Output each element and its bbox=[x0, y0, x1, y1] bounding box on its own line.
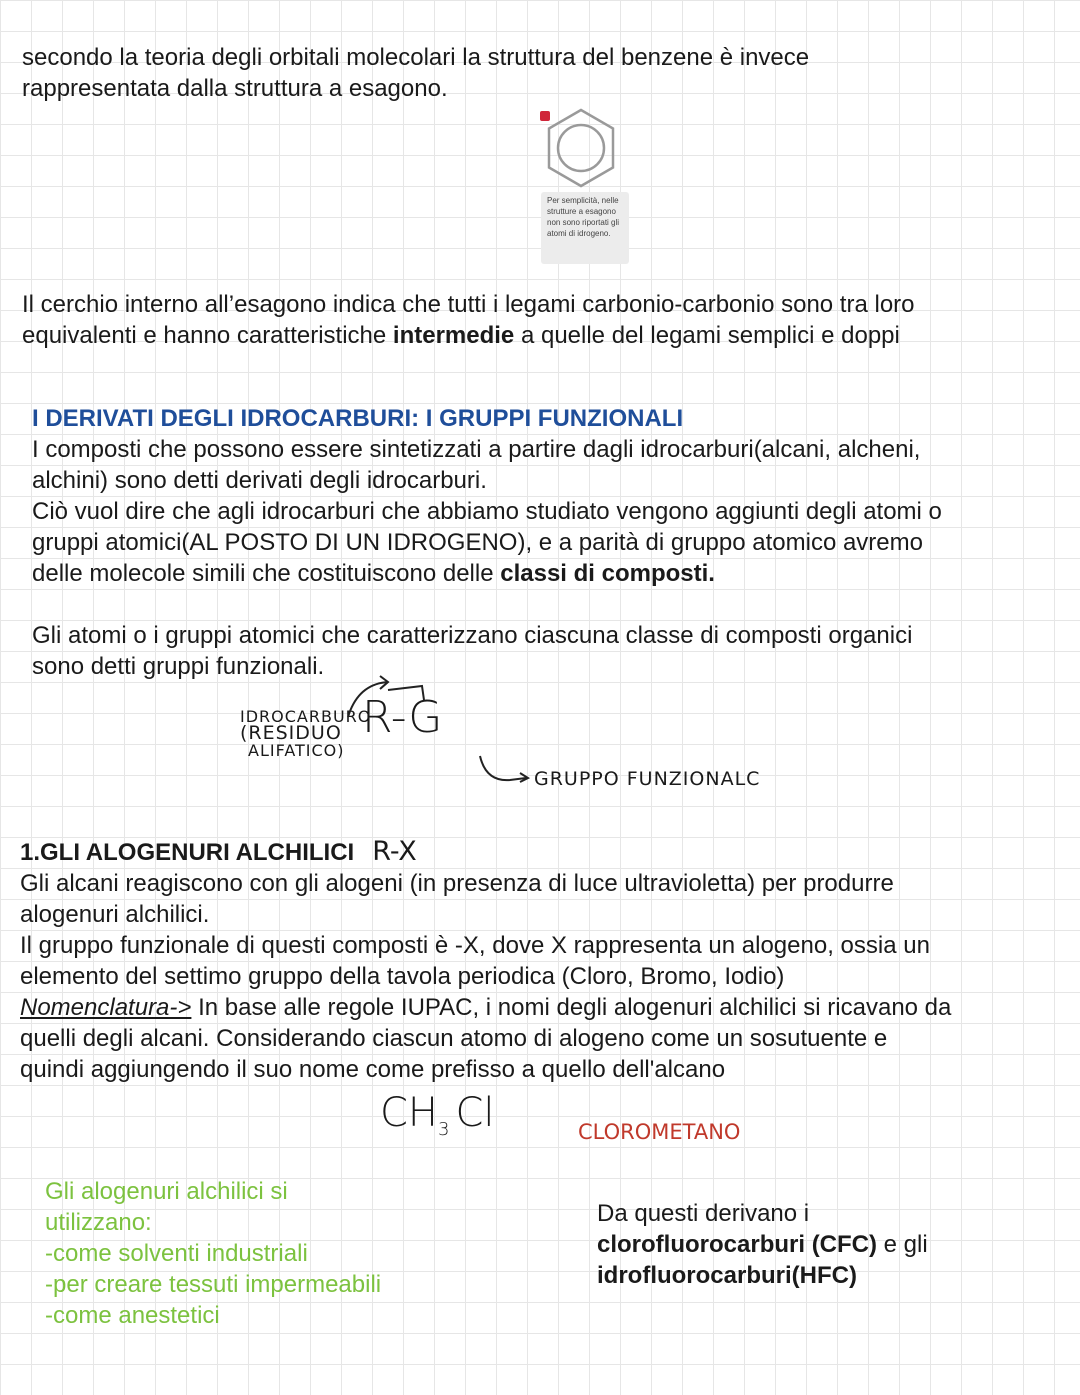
handwritten-arrows-icon bbox=[340, 672, 540, 792]
alogenuri-line-3: Il gruppo funzionale di questi composti è -X, dove X rappresenta un alogeno, ossia un bbox=[20, 932, 930, 959]
uses-line-4: -per creare tessuti impermeabili bbox=[45, 1271, 382, 1298]
derivati-line-5 bbox=[32, 558, 1072, 589]
alogenuri-heading: 1.GLI ALOGENURI ALCHILICI bbox=[20, 839, 355, 866]
example-name: CLOROMETANO bbox=[578, 1120, 741, 1144]
alogenuri-heading-row bbox=[20, 836, 1070, 868]
intro-line-1: secondo la teoria degli orbitali molecolari la struttura del benzene è invece bbox=[22, 44, 810, 71]
intro-line-2: rappresentata dalla struttura a esagono. bbox=[22, 75, 448, 102]
derivati-heading: I DERIVATI DEGLI IDROCARBURI: I GRUPPI FUNZIONALI bbox=[32, 405, 684, 432]
alogenuri-line-5-rest: In base alle regole IUPAC, i nomi degli alogenuri alchilici si ricavano da bbox=[191, 994, 952, 1021]
hfc-label: idrofluorocarburi(HFC) bbox=[597, 1262, 857, 1289]
derivati-line-3: Ciò vuol dire che agli idrocarburi che abbiamo studiato vengono aggiunti degli atomi o bbox=[32, 498, 942, 525]
example-formula bbox=[380, 1090, 495, 1140]
circle-paragraph bbox=[22, 289, 1062, 351]
idrocarburo-label-2: (RESIDUO bbox=[240, 722, 342, 744]
alogenuri-line-6: quelli degli alcani. Considerando ciascun atomo di alogeno come un sosutuente e bbox=[20, 1025, 888, 1052]
derived-line-1: Da questi derivano i bbox=[597, 1200, 810, 1227]
circle-line-2-start: equivalenti e hanno caratteristiche bbox=[22, 322, 393, 349]
derived-line-2 bbox=[597, 1229, 1057, 1260]
derived-paragraph bbox=[597, 1198, 1057, 1291]
circle-line-1: Il cerchio interno all’esagono indica che tutti i legami carbonio-carbonio sono tra loro bbox=[22, 291, 915, 318]
alogenuri-line-5 bbox=[20, 992, 1070, 1023]
example-formula-cl: Cl bbox=[455, 1090, 495, 1136]
derived-line-2-rest: e gli bbox=[877, 1231, 928, 1258]
formula-rg: R-G bbox=[362, 692, 443, 743]
uses-line-1: Gli alogenuri alchilici si bbox=[45, 1178, 288, 1205]
uses-line-3: -come solventi industriali bbox=[45, 1240, 308, 1267]
gruppi-line-1: Gli atomi o i gruppi atomici che caratterizzano ciascuna classe di composti organici bbox=[32, 622, 913, 649]
circle-line-2 bbox=[22, 320, 1062, 351]
alogenuri-line-1: Gli alcani reagiscono con gli alogeni (in presenza di luce ultravioletta) per produrre bbox=[20, 870, 894, 897]
example-formula-sub: 3 bbox=[438, 1119, 450, 1140]
alogenuri-line-2: alogenuri alchilici. bbox=[20, 901, 210, 928]
figure-caption-card bbox=[541, 192, 629, 264]
derivati-line-5-start: delle molecole simili che costituiscono delle bbox=[32, 560, 501, 587]
gruppi-line-2: sono detti gruppi funzionali. bbox=[32, 653, 325, 680]
example-formula-ch: CH bbox=[380, 1090, 439, 1136]
alogenuri-heading-formula: R-X bbox=[372, 836, 417, 867]
cfc-label: clorofluorocarburi (CFC) bbox=[597, 1231, 877, 1258]
derivati-line-4: gruppi atomici(AL POSTO DI UN IDROGENO), e a parità di gruppo atomico avremo bbox=[32, 529, 923, 556]
benzene-hexagon-icon bbox=[544, 106, 618, 190]
alogenuri-section bbox=[20, 836, 1070, 1085]
derived-line-3 bbox=[597, 1260, 1057, 1291]
uses-list bbox=[45, 1176, 465, 1331]
uses-line-5: -come anestetici bbox=[45, 1302, 220, 1329]
derivati-line-2: alchini) sono detti derivati degli idrocarburi. bbox=[32, 467, 487, 494]
derivati-line-1: I composti che possono essere sintetizzati a partire dagli idrocarburi(alcani, alcheni, bbox=[32, 436, 921, 463]
alogenuri-line-4: elemento del settimo gruppo della tavola periodica (Cloro, Bromo, Iodio) bbox=[20, 963, 785, 990]
idrocarburo-label-3: ALIFATICO) bbox=[248, 741, 345, 760]
derivati-section bbox=[32, 403, 1072, 682]
alogenuri-line-7: quindi aggiungendo il suo nome come prefisso a quello dell'alcano bbox=[20, 1056, 726, 1083]
figure-caption: Per semplicità, nelle strutture a esagono non sono riportati gli atomi di idrogeno. bbox=[547, 196, 620, 238]
idrocarburo-label-1: IDROCARBURO bbox=[240, 707, 372, 726]
circle-line-2-end: a quelle del legami semplici e doppi bbox=[514, 322, 900, 349]
nomenclatura-label: Nomenclatura-> bbox=[20, 994, 192, 1021]
derivati-line-5-bold: classi di composti. bbox=[500, 560, 715, 587]
circle-line-2-bold: intermedie bbox=[392, 322, 515, 349]
intro-paragraph bbox=[22, 42, 1062, 104]
gruppo-funzionale-label: GRUPPO FUNZIONALC bbox=[534, 768, 761, 790]
uses-line-2: utilizzano: bbox=[45, 1209, 152, 1236]
